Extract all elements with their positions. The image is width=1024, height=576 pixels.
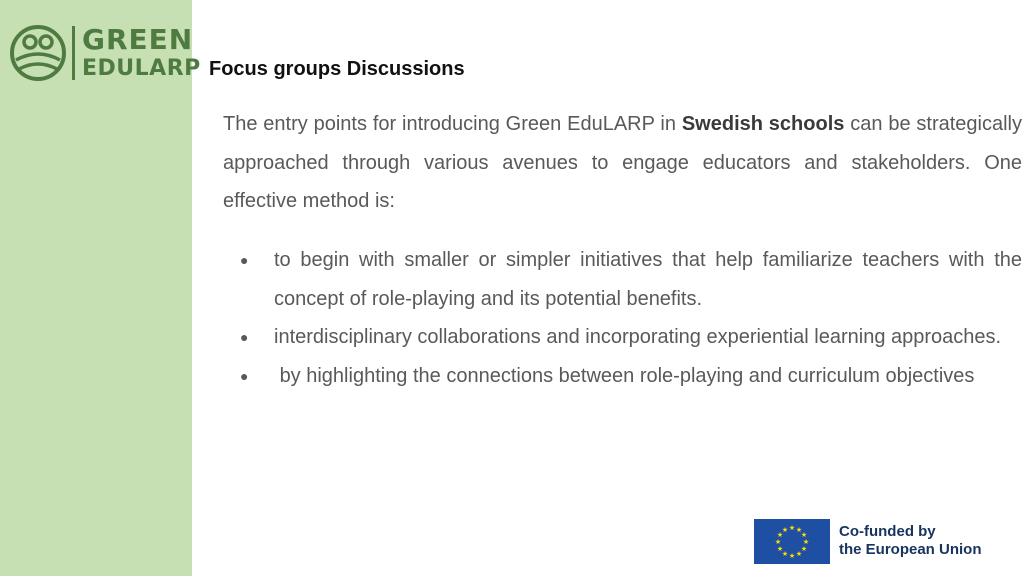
bullet-text: interdisciplinary collaborations and incorporating experiential learning approaches. <box>274 326 1002 348</box>
logo-divider <box>72 26 75 80</box>
list-item <box>223 357 1022 396</box>
eu-stars <box>754 519 830 564</box>
svg-text:★: ★ <box>800 531 808 539</box>
eu-flag-icon <box>754 519 830 564</box>
svg-text:★: ★ <box>795 526 803 534</box>
intro-paragraph <box>223 105 1022 221</box>
list-item <box>223 241 1022 318</box>
green-edularp-logo <box>10 23 201 84</box>
svg-text:★: ★ <box>781 526 789 534</box>
intro-text-before: The entry points for introducing Green EduLARP in <box>223 113 682 135</box>
sidebar-band <box>0 0 192 576</box>
bullet-icon: ● <box>240 329 249 345</box>
svg-text:★: ★ <box>781 550 789 558</box>
eu-funding-label <box>839 523 982 559</box>
svg-text:★: ★ <box>774 538 782 546</box>
list-item <box>223 318 1022 357</box>
bullet-text: to begin with smaller or simpler initiatives that help familiarize teachers with the concept of role-playing and its potential benefits. <box>274 249 1022 310</box>
svg-text:★: ★ <box>776 531 784 539</box>
svg-text:★: ★ <box>795 550 803 558</box>
slide-title: Focus groups Discussions <box>209 58 465 80</box>
bullet-list <box>223 241 1022 395</box>
bullet-icon: ● <box>240 367 249 384</box>
svg-text:★: ★ <box>776 545 784 553</box>
bullet-icon: ● <box>240 252 249 268</box>
svg-text:★: ★ <box>800 545 808 553</box>
logo-line1: GREEN <box>82 23 194 56</box>
eu-line1: Co-funded by <box>839 523 936 540</box>
logo-line2: EDULARP <box>82 56 201 81</box>
eu-line2: the European Union <box>839 541 982 558</box>
svg-text:★: ★ <box>788 552 796 560</box>
svg-text:★: ★ <box>802 538 810 546</box>
bullet-text: by highlighting the connections between role-playing and curriculum objectives <box>274 364 975 387</box>
svg-text:★: ★ <box>788 524 796 532</box>
people-world-icon <box>10 24 70 84</box>
intro-bold-text: Swedish schools <box>681 113 845 135</box>
intro-text-after: can be strategically approached through various avenues to engage educators and stakeholders. One effective method is: <box>223 113 1023 212</box>
